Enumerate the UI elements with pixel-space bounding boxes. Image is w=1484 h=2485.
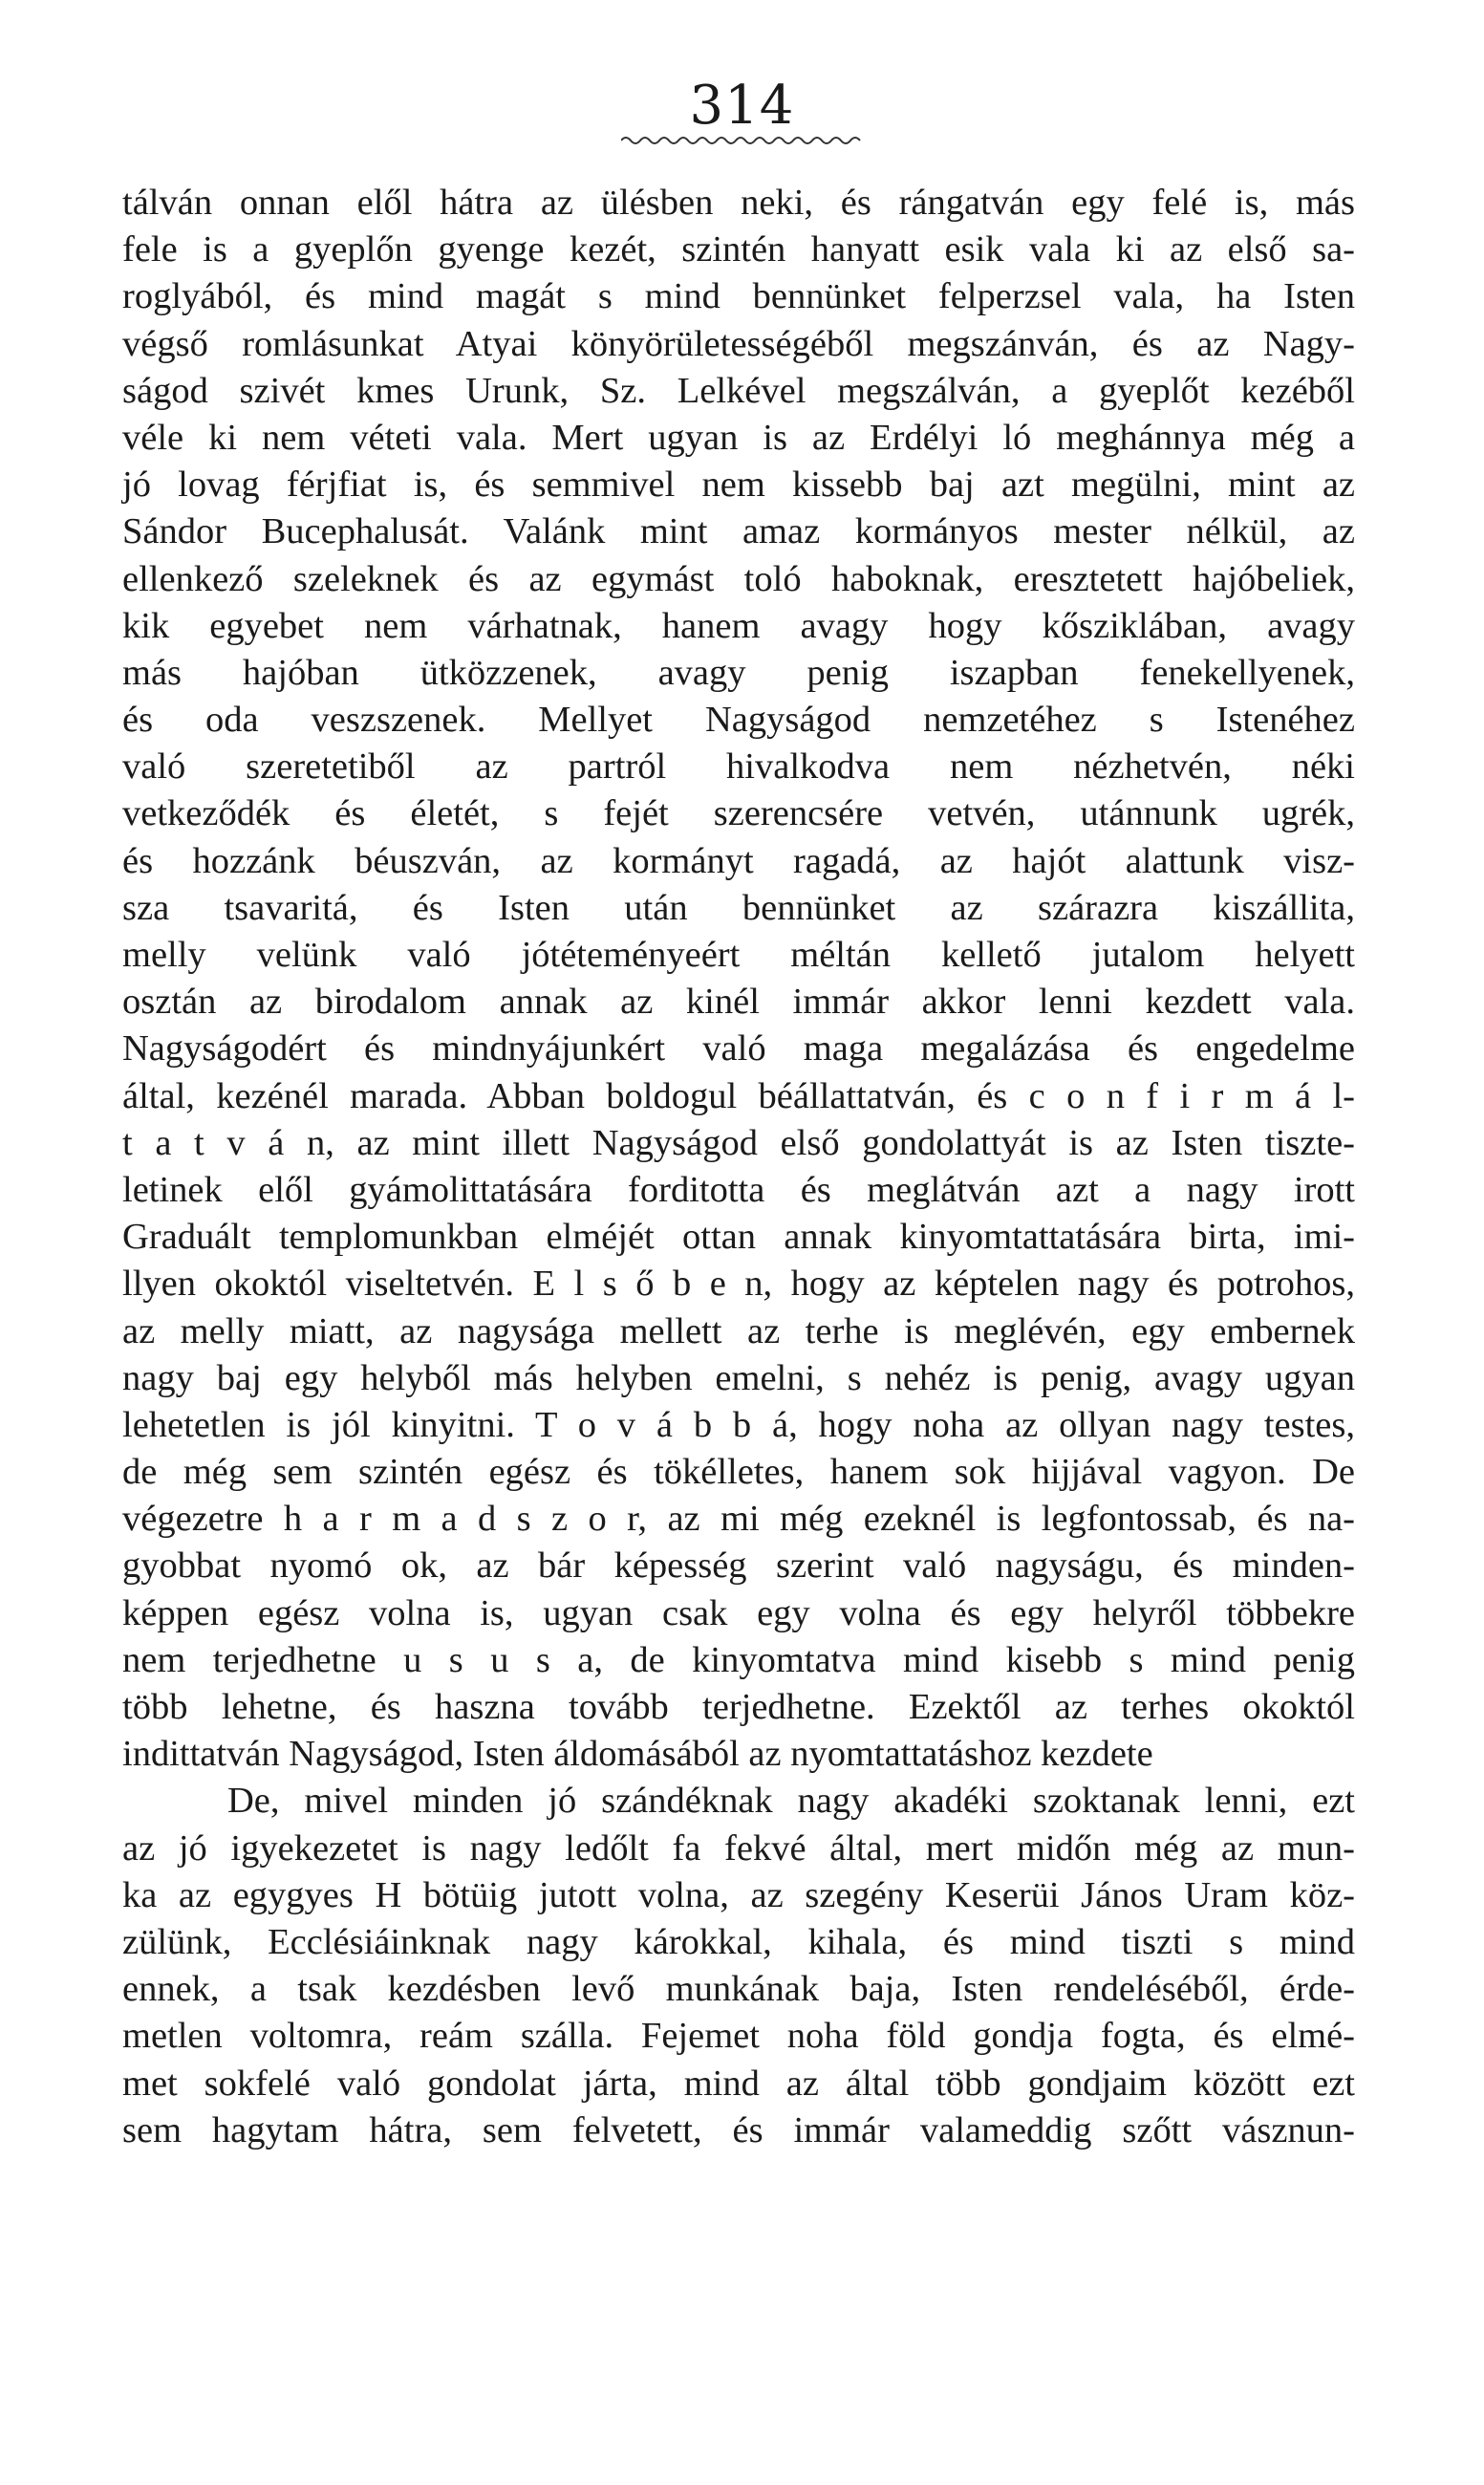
text-line: letinek elől gyámolittatására forditotta és meglátván azt a nagy irott: [122, 1169, 1355, 1210]
text-line: vetkeződék és életét, s fejét szerencsére vetvén, utánnunk ugrék,: [122, 793, 1355, 834]
text-line: és oda veszszenek. Mellyet Nagyságod nemzetéhez s Istenéhez: [122, 700, 1355, 741]
text-line: llyen okoktól viseltetvén. E l s ő b e n, hogy az képtelen nagy és potrohos,: [122, 1264, 1355, 1305]
text-line: Graduált templomunkban elméjét ottan annak kinyomtattatására birta, imi-: [122, 1217, 1355, 1258]
text-line: indittatván Nagyságod, Isten áldomásából az nyomtattatáshoz kezdete: [122, 1734, 1153, 1775]
text-line: sem hagytam hátra, sem felvetett, és immár valameddig szőtt vásznun-: [122, 2109, 1355, 2150]
page-number: 314: [689, 75, 795, 137]
text-line: zülünk, Ecclésiáinknak nagy károkkal, kihala, és mind tiszti s mind: [122, 1921, 1355, 1962]
text-line: nem terjedhetne u s u s a, de kinyomtatva mind kisebb s mind penig: [122, 1639, 1355, 1680]
text-line: végső romlásunkat Atyai könyörületességéből megszánván, és az Nagy-: [122, 323, 1355, 364]
text-line: végezetre h a r m a d s z o r, az mi még ezeknél is legfontossab, és na-: [122, 1499, 1355, 1540]
text-line: ka az egygyes H bötüig jutott volna, az szegény Keserüi János Uram köz-: [122, 1874, 1355, 1915]
text-line: és hozzánk béuszván, az kormányt ragadá, az hajót alattunk visz-: [122, 840, 1355, 881]
text-line: képpen egész volna is, ugyan csak egy volna és egy helyről többekre: [122, 1592, 1355, 1633]
text-line: lehetetlen is jól kinyitni. T o v á b b á, hogy noha az ollyan nagy testes,: [122, 1404, 1355, 1445]
text-line: metlen voltomra, reám szálla. Fejemet noha föld gondja fogta, és elmé-: [122, 2016, 1355, 2057]
body-text: [122, 180, 1355, 2154]
text-line: nagy baj egy helyből más helyben emelni, s nehéz is penig, avagy ugyan: [122, 1357, 1355, 1398]
text-line: az jó igyekezetet is nagy ledőlt fa fekvé által, mert midőn még az mun-: [122, 1827, 1355, 1869]
text-line: met sokfelé való gondolat járta, mind az által több gondjaim között ezt: [122, 2063, 1355, 2104]
text-line: az melly miatt, az nagysága mellett az terhe is meglévén, egy embernek: [122, 1310, 1355, 1351]
decorative-wavy-rule: [621, 134, 863, 147]
text-line: tálván onnan elől hátra az ülésben neki, és rángatván egy felé is, más: [122, 183, 1355, 223]
text-line: több lehetne, és haszna tovább terjedhetne. Ezektől az terhes okoktól: [122, 1687, 1355, 1727]
text-line: Sándor Bucephalusát. Valánk mint amaz kormányos mester nélkül, az: [122, 511, 1355, 552]
text-line: sza tsavaritá, és Isten után bennünket az szárazra kiszállita,: [122, 887, 1355, 928]
text-line: gyobbat nyomó ok, az bár képesség szerint való nagyságu, és minden-: [122, 1545, 1355, 1587]
text-line: jó lovag férjfiat is, és semmivel nem kissebb baj azt megülni, mint az: [122, 465, 1355, 506]
text-line: Nagyságodért és mindnyájunkért való maga megalázása és engedelme: [122, 1028, 1355, 1070]
text-line: De, mivel minden jó szándéknak nagy akadéki szoktanak lenni, ezt: [227, 1781, 1355, 1822]
text-line: ságod szivét kmes Urunk, Sz. Lelkével megszálván, a gyeplőt kezéből: [122, 370, 1355, 411]
text-line: roglyából, és mind magát s mind bennünket felperzsel vala, ha Isten: [122, 276, 1355, 317]
text-line: melly velünk való jótéteményeért méltán kellető jutalom helyett: [122, 935, 1355, 975]
text-line: által, kezénél marada. Abban boldogul béállattatván, és c o n f i r m á l-: [122, 1075, 1355, 1116]
text-line: fele is a gyeplőn gyenge kezét, szintén hanyatt esik vala ki az első sa-: [122, 229, 1355, 270]
text-line: t a t v á n, az mint illett Nagyságod első gondolattyát is az Isten tiszte-: [122, 1122, 1355, 1163]
text-line: való szeretetiből az partról hivalkodva nem nézhetvén, néki: [122, 746, 1355, 788]
text-line: de még sem szintén egész és tökélletes, hanem sok hijjával vagyon. De: [122, 1452, 1355, 1493]
text-line: ellenkező szeleknek és az egymást toló haboknak, eresztetett hajóbeliek,: [122, 558, 1355, 599]
text-line: osztán az birodalom annak az kinél immár akkor lenni kezdett vala.: [122, 982, 1355, 1023]
text-line: kik egyebet nem várhatnak, hanem avagy hogy kősziklában, avagy: [122, 605, 1355, 646]
text-line: véle ki nem véteti vala. Mert ugyan is az Erdélyi ló meghánnya még a: [122, 417, 1355, 458]
text-line: más hajóban ütközzenek, avagy penig iszapban fenekellyenek,: [122, 652, 1355, 693]
text-line: ennek, a tsak kezdésben levő munkának baja, Isten rendeléséből, érde-: [122, 1969, 1355, 2010]
